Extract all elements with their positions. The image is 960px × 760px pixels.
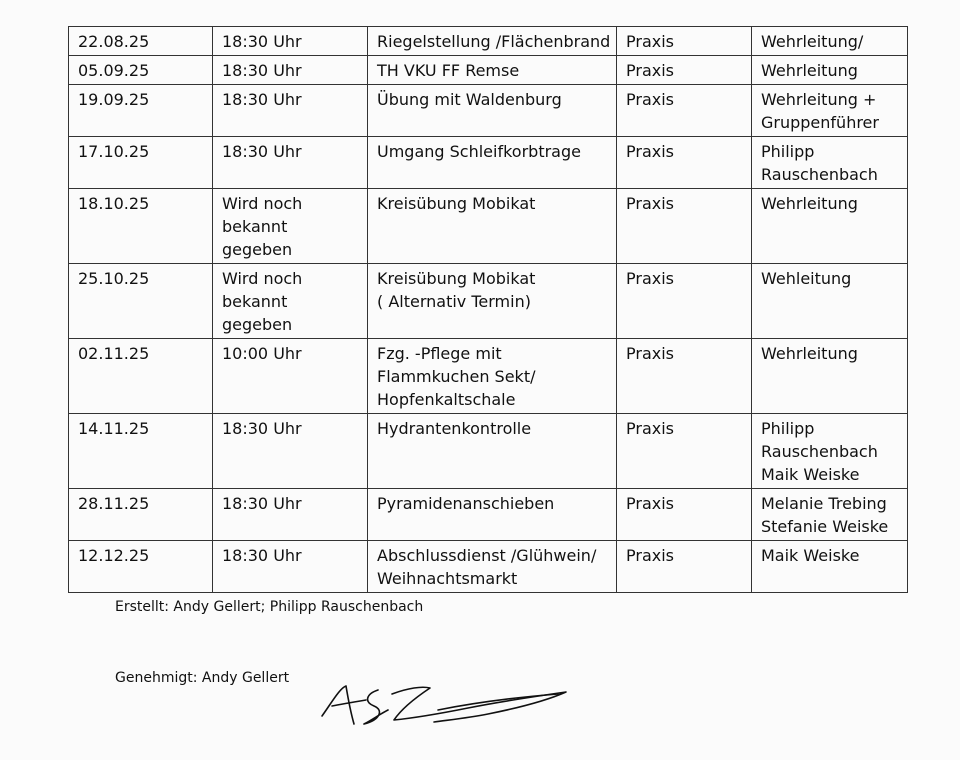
time-cell [213,489,368,541]
lead-cell-line: Melanie Trebing [761,494,887,513]
table-row [69,27,908,56]
date-cell: 12.12.25 [69,541,213,593]
date-cell: 17.10.25 [69,137,213,189]
table-row [69,189,908,264]
time-cell [213,27,368,56]
topic-cell-line: Umgang Schleifkorbtrage [377,142,581,161]
time-cell-line: bekannt [222,217,288,236]
lead-cell-line: Wehrleitung [761,344,858,363]
type-cell: Praxis [617,264,752,339]
time-cell [213,264,368,339]
lead-cell [752,56,908,85]
training-schedule-table [68,26,908,593]
time-cell-line: Wird noch [222,194,303,213]
lead-cell [752,414,908,489]
table-row [69,339,908,414]
type-cell: Praxis [617,137,752,189]
time-cell [213,137,368,189]
time-cell-line: bekannt [222,292,288,311]
time-cell-line: gegeben [222,240,293,259]
lead-cell [752,85,908,137]
time-cell [213,85,368,137]
time-cell-line: 18:30 Uhr [222,61,302,80]
topic-cell-line: ( Alternativ Termin) [377,292,531,311]
topic-cell [368,541,617,593]
time-cell-line: 18:30 Uhr [222,494,302,513]
topic-cell-line: Fzg. -Pflege mit [377,344,502,363]
time-cell [213,189,368,264]
type-cell: Praxis [617,414,752,489]
time-cell-line: 10:00 Uhr [222,344,302,363]
type-cell: Praxis [617,489,752,541]
lead-cell-line: Wehrleitung [761,61,858,80]
table-row [69,541,908,593]
lead-cell [752,264,908,339]
date-cell: 18.10.25 [69,189,213,264]
topic-cell [368,489,617,541]
lead-cell-line: Wehrleitung [761,194,858,213]
time-cell-line: 18:30 Uhr [222,419,302,438]
lead-cell-line: Philipp [761,419,815,438]
time-cell-line: gegeben [222,315,293,334]
table-row [69,85,908,137]
time-cell-line: 18:30 Uhr [222,32,302,51]
topic-cell [368,137,617,189]
table-row [69,489,908,541]
topic-cell-line: Übung mit Waldenburg [377,90,562,109]
topic-cell-line: Hydrantenkontrolle [377,419,532,438]
topic-cell-line: Pyramidenanschieben [377,494,555,513]
date-cell: 25.10.25 [69,264,213,339]
topic-cell [368,189,617,264]
created-by-line: Erstellt: Andy Gellert; Philipp Rauschenbach [115,599,424,615]
lead-cell [752,27,908,56]
date-cell: 14.11.25 [69,414,213,489]
lead-cell [752,541,908,593]
table-row [69,264,908,339]
type-cell: Praxis [617,85,752,137]
lead-cell-line: Rauschenbach [761,442,878,461]
lead-cell-line: Wehleitung [761,269,852,288]
topic-cell-line: TH VKU FF Remse [377,61,520,80]
topic-cell [368,56,617,85]
lead-cell [752,339,908,414]
topic-cell [368,27,617,56]
time-cell-line: 18:30 Uhr [222,546,302,565]
time-cell [213,414,368,489]
type-cell: Praxis [617,339,752,414]
lead-cell-line: Wehrleitung/ [761,32,864,51]
topic-cell-line: Hopfenkaltschale [377,390,516,409]
topic-cell-line: Abschlussdienst /Glühwein/ [377,546,597,565]
type-cell: Praxis [617,541,752,593]
lead-cell-line: Rauschenbach [761,165,878,184]
lead-cell [752,137,908,189]
lead-cell [752,489,908,541]
lead-cell-line: Gruppenführer [761,113,879,132]
lead-cell-line: Wehrleitung + [761,90,877,109]
lead-cell-line: Maik Weiske [761,546,860,565]
type-cell: Praxis [617,189,752,264]
topic-cell-line: Weihnachtsmarkt [377,569,518,588]
topic-cell [368,264,617,339]
table-row [69,137,908,189]
approved-by-line: Genehmigt: Andy Gellert [115,670,290,686]
time-cell-line: 18:30 Uhr [222,142,302,161]
lead-cell-line: Maik Weiske [761,465,860,484]
lead-cell [752,189,908,264]
handwritten-signature [318,680,578,736]
topic-cell-line: Kreisübung Mobikat [377,194,536,213]
date-cell: 22.08.25 [69,27,213,56]
table-row [69,414,908,489]
time-cell [213,56,368,85]
topic-cell [368,85,617,137]
date-cell: 05.09.25 [69,56,213,85]
time-cell-line: 18:30 Uhr [222,90,302,109]
topic-cell-line: Flammkuchen Sekt/ [377,367,536,386]
type-cell: Praxis [617,27,752,56]
lead-cell-line: Philipp [761,142,815,161]
date-cell: 02.11.25 [69,339,213,414]
table-row [69,56,908,85]
time-cell [213,541,368,593]
topic-cell [368,414,617,489]
topic-cell [368,339,617,414]
topic-cell-line: Kreisübung Mobikat [377,269,536,288]
time-cell [213,339,368,414]
date-cell: 19.09.25 [69,85,213,137]
lead-cell-line: Stefanie Weiske [761,517,889,536]
topic-cell-line: Riegelstellung /Flächenbrand [377,32,611,51]
type-cell: Praxis [617,56,752,85]
time-cell-line: Wird noch [222,269,303,288]
date-cell: 28.11.25 [69,489,213,541]
